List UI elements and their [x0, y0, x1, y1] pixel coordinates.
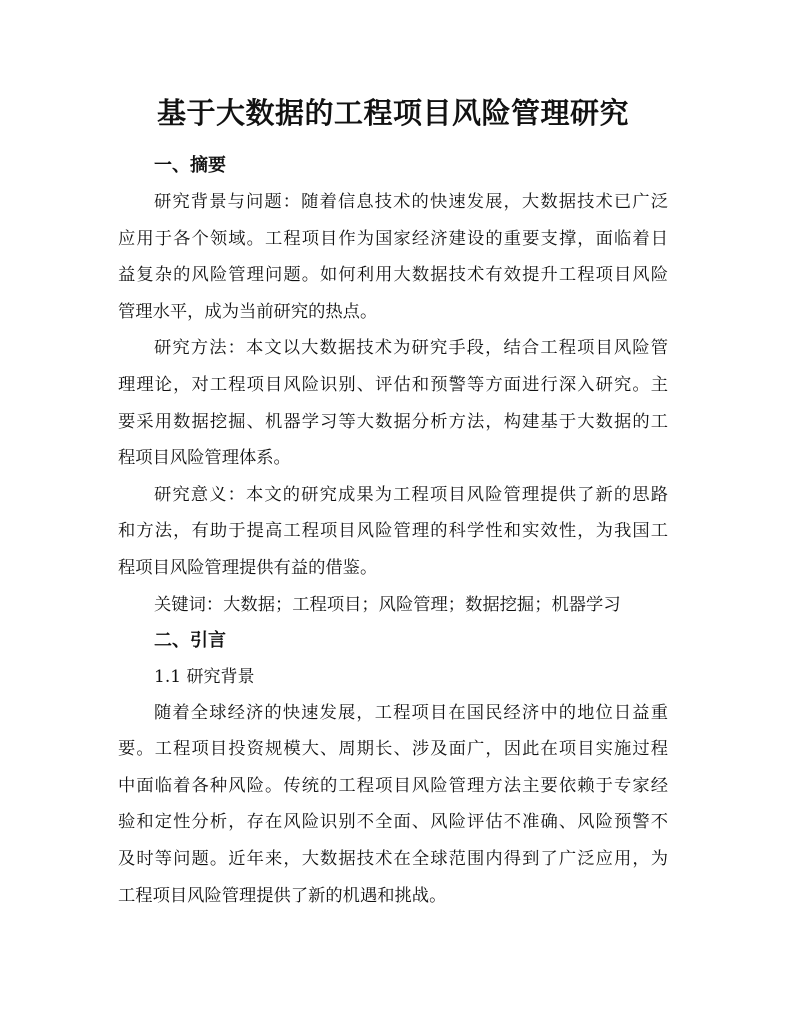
introduction-heading: 二、引言 — [154, 629, 226, 651]
research-background-subheading: 1.1 研究背景 — [154, 666, 255, 687]
paragraph-line: 研究方法：本文以大数据技术为研究手段，结合工程项目风险管 — [154, 338, 668, 359]
paragraph-line: 益复杂的风险管理问题。如何利用大数据技术有效提升工程项目风险 — [118, 265, 668, 286]
introduction-paragraph — [118, 695, 668, 915]
abstract-paragraph-method — [118, 330, 668, 476]
paragraph-line: 验和定性分析，存在风险识别不全面、风险评估不准确、风险预警不 — [118, 812, 668, 833]
paragraph-line: 和方法，有助于提高工程项目风险管理的科学性和实效性，为我国工 — [118, 521, 668, 542]
paragraph-line: 中面临着各种风险。传统的工程项目风险管理方法主要依赖于专家经 — [118, 775, 668, 796]
paragraph-line: 随着全球经济的快速发展，工程项目在国民经济中的地位日益重 — [154, 702, 668, 723]
paragraph-line: 程项目风险管理提供有益的借鉴。 — [118, 557, 378, 578]
paragraph-line: 要。工程项目投资规模大、周期长、涉及面广，因此在项目实施过程 — [118, 739, 668, 760]
paragraph-line: 研究背景与问题：随着信息技术的快速发展，大数据技术已广泛 — [154, 192, 668, 212]
paragraph-line: 工程项目风险管理提供了新的机遇和挑战。 — [118, 885, 447, 906]
paragraph-line: 理理论，对工程项目风险识别、评估和预警等方面进行深入研究。主 — [118, 374, 668, 395]
keywords-line: 关键词：大数据；工程项目；风险管理；数据挖掘；机器学习 — [154, 594, 621, 615]
paragraph-line: 及时等问题。近年来，大数据技术在全球范围内得到了广泛应用，为 — [118, 848, 668, 869]
abstract-paragraph-background — [118, 184, 668, 330]
document-content — [118, 86, 668, 914]
document-title: 基于大数据的工程项目风险管理研究 — [156, 96, 629, 130]
abstract-paragraph-significance — [118, 477, 668, 587]
paragraph-line: 管理水平，成为当前研究的热点。 — [118, 301, 378, 322]
paragraph-line: 要采用数据挖掘、机器学习等大数据分析方法，构建基于大数据的工 — [118, 411, 668, 432]
paragraph-line: 程项目风险管理体系。 — [118, 448, 291, 469]
paragraph-line: 研究意义：本文的研究成果为工程项目风险管理提供了新的思路 — [154, 484, 668, 505]
abstract-heading: 一、摘要 — [154, 155, 226, 176]
paragraph-line: 应用于各个领域。工程项目作为国家经济建设的重要支撑，面临着日 — [118, 228, 668, 249]
